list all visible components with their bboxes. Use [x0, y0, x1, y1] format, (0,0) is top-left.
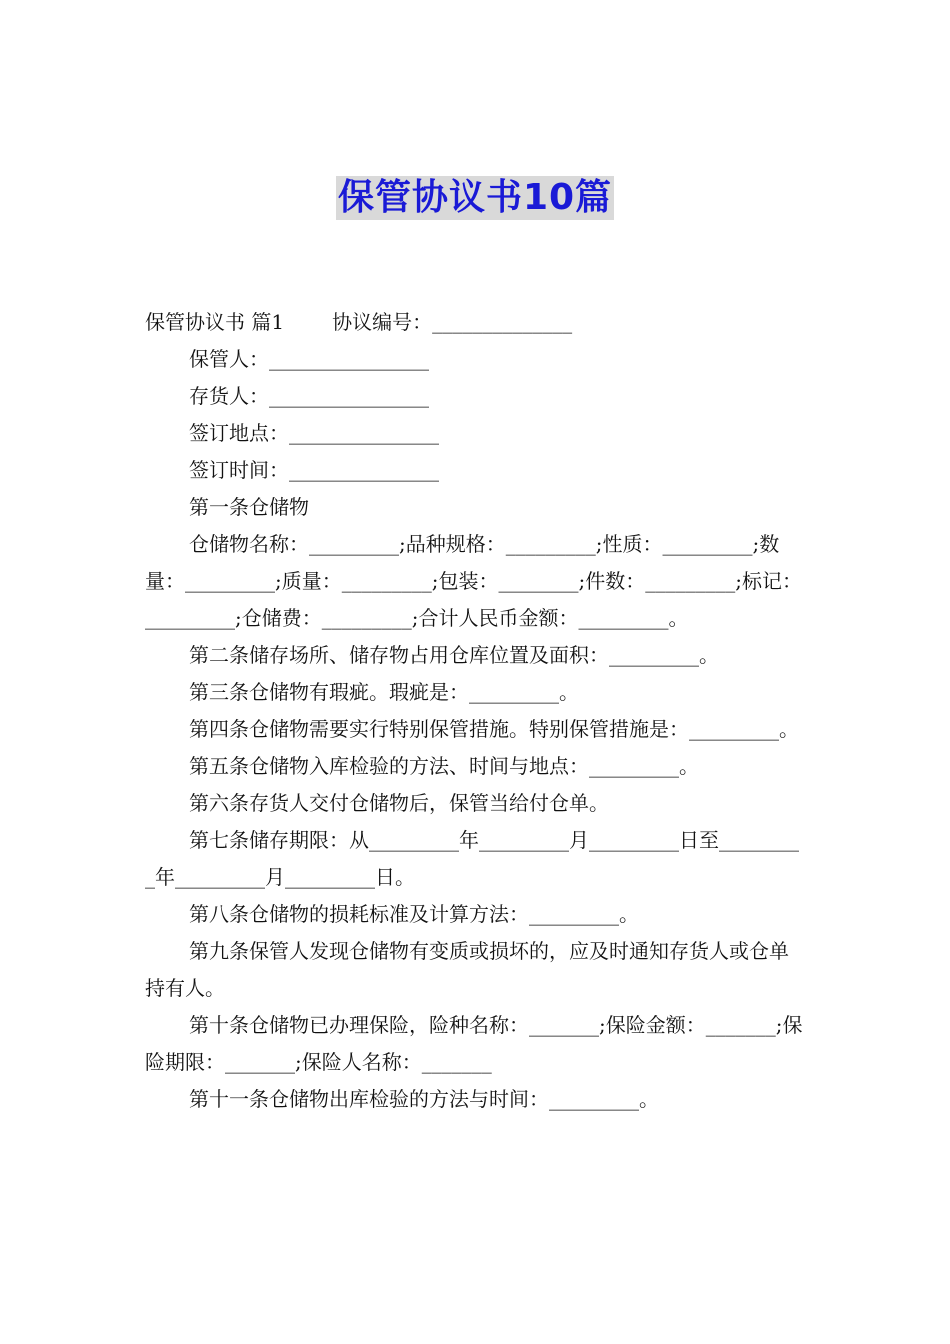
field-signing-place: 签订地点：_______________	[189, 421, 439, 445]
clause-7: 第七条储存期限：从_________年_________月_________日至_________年_________月_________日。	[145, 828, 799, 889]
clause-9: 第九条保管人发现仓储物有变质或损坏的，应及时通知存货人或仓单持有人。	[145, 939, 789, 1000]
clause-1-details: 仓储物名称：_________;品种规格：_________;性质：_________;数量：_________;质量：_________;包装：________;件数：_________;标记：_________;仓储费：_________;合计人民币金额：_________。	[145, 532, 802, 630]
field-depositor: 存货人：________________	[189, 384, 429, 408]
agreement-number: 协议编号：______________	[332, 310, 573, 334]
title-wrap	[0, 176, 950, 220]
section-header	[145, 304, 807, 341]
clause-2: 第二条储存场所、储存物占用仓库位置及面积：_________。	[189, 643, 719, 667]
clause-1-heading: 第一条仓储物	[189, 495, 309, 519]
clause-6: 第六条存货人交付仓储物后，保管当给付仓单。	[189, 791, 609, 815]
document-body	[145, 304, 807, 1118]
clause-10: 第十条仓储物已办理保险，险种名称：_______;保险金额：_______;保险期限：_______;保险人名称：_______	[145, 1013, 803, 1074]
section-label: 保管协议书 篇1	[145, 310, 285, 334]
clause-4: 第四条仓储物需要实行特别保管措施。特别保管措施是：_________。	[189, 717, 799, 741]
document-title: 保管协议书10篇	[337, 177, 613, 218]
clause-3: 第三条仓储物有瑕疵。瑕疵是：_________。	[189, 680, 579, 704]
clause-5: 第五条仓储物入库检验的方法、时间与地点：_________。	[189, 754, 699, 778]
clause-8: 第八条仓储物的损耗标准及计算方法：_________。	[189, 902, 639, 926]
field-signing-time: 签订时间：_______________	[189, 458, 439, 482]
field-depositary: 保管人：________________	[189, 347, 429, 371]
clause-11: 第十一条仓储物出库检验的方法与时间：_________。	[189, 1087, 659, 1111]
